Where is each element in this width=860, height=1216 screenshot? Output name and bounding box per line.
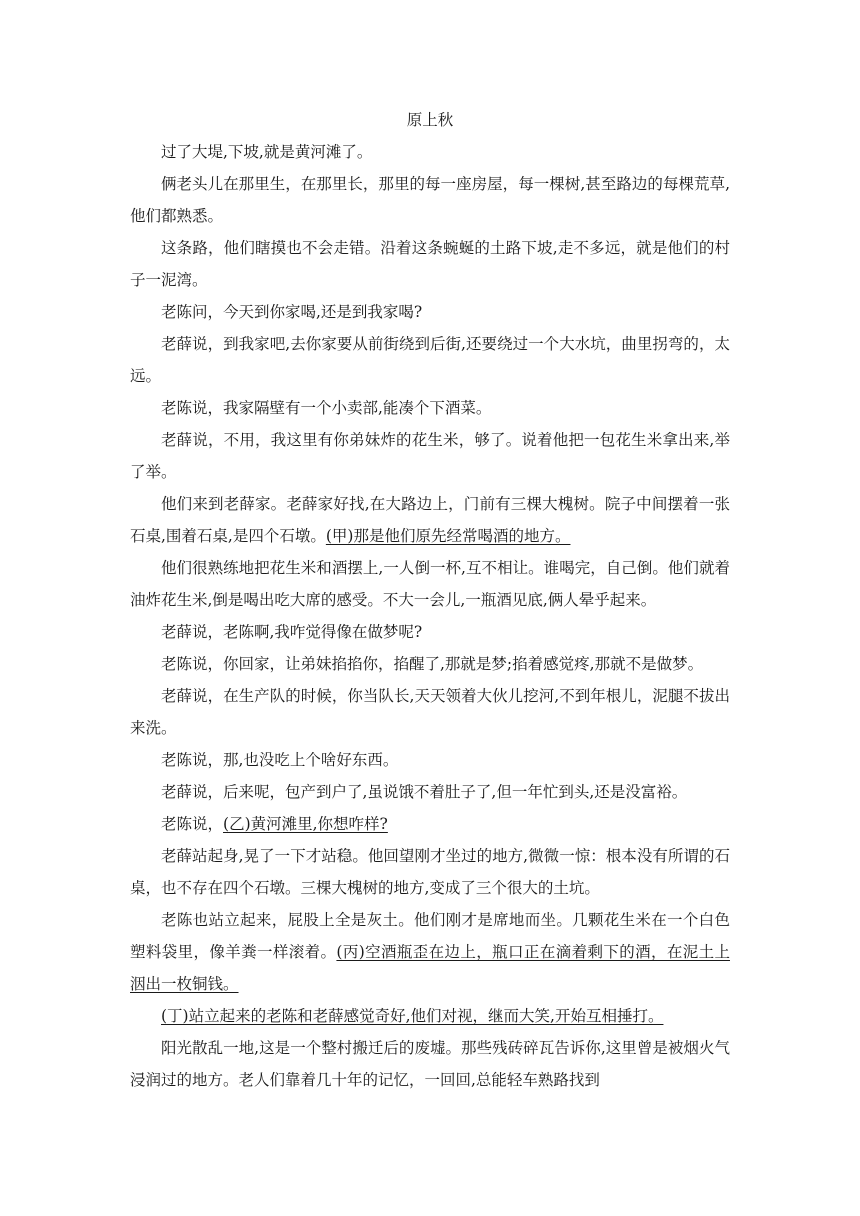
paragraph <box>130 296 730 328</box>
paragraph <box>130 488 730 552</box>
paragraph <box>130 328 730 392</box>
underlined-sentence: (丁)站立起来的老陈和老薛感觉奇好,他们对视，继而大笑,开始互相捶打。 <box>161 1007 664 1025</box>
paragraph-text: 阳光散乱一地,这是一个整村搬迁后的废墟。那些残砖碎瓦告诉你,这里曾是被烟火气浸润过的地方。老人们靠着几十年的记忆，一回回,总能轻车熟路找到 <box>130 1039 730 1089</box>
paragraph-text: 老薛说，不用，我这里有你弟妹炸的花生米，够了。说着他把一包花生米拿出来,举了举。 <box>130 431 730 481</box>
paragraph-text: 老薛说，老陈啊,我咋觉得像在做梦呢? <box>161 623 423 641</box>
paragraph <box>130 904 730 1000</box>
paragraph <box>130 136 730 168</box>
paragraph <box>130 1000 730 1032</box>
paragraph <box>130 232 730 296</box>
paragraph-text: 老陈问，今天到你家喝,还是到我家喝? <box>161 303 423 321</box>
paragraph <box>130 808 730 840</box>
paragraph-text: 老陈说，我家隔壁有一个小卖部,能凑个下酒菜。 <box>161 399 492 417</box>
paragraph-text: 过了大堤,下坡,就是黄河滩了。 <box>161 143 373 161</box>
paragraph-text: 老陈说，你回家，让弟妹掐掐你，掐醒了,那就是梦;掐着感觉疼,那就不是做梦。 <box>161 655 704 673</box>
paragraph <box>130 840 730 904</box>
paragraph-text: 老薛说，在生产队的时候，你当队长,天天领着大伙儿挖河,不到年根儿，泥腿不拔出来洗。 <box>130 687 730 737</box>
paragraph <box>130 776 730 808</box>
paragraph <box>130 1032 730 1096</box>
paragraph-text: 老薛站起身,晃了一下才站稳。他回望刚才坐过的地方,微微一惊：根本没有所谓的石桌，也不存在四个石墩。三棵大槐树的地方,变成了三个很大的土坑。 <box>130 847 730 897</box>
paragraph <box>130 552 730 616</box>
paragraph-text: 老陈也站立起来，屁股上全是灰土。他们刚才是席地而坐。几颗花生米在一个白色塑料袋里，像羊粪一样滚着。 <box>130 911 730 961</box>
paragraph-text: 老薛说，到我家吧,去你家要从前街绕到后街,还要绕过一个大水坑，曲里拐弯的，太远。 <box>130 335 730 385</box>
paragraph-text: 老薛说，后来呢，包产到户了,虽说饿不着肚子了,但一年忙到头,还是没富裕。 <box>161 783 688 801</box>
article-body <box>130 136 730 1096</box>
underlined-sentence: (乙)黄河滩里,你想咋样? <box>223 815 388 833</box>
article-title: 原上秋 <box>406 111 454 129</box>
paragraph <box>130 392 730 424</box>
paragraph <box>130 680 730 744</box>
paragraph-text: 这条路，他们瞎摸也不会走错。沿着这条蜿蜒的土路下坡,走不多远，就是他们的村子一泥湾。 <box>130 239 730 289</box>
paragraph-text: 他们很熟练地把花生米和酒摆上,一人倒一杯,互不相让。谁喝完，自己倒。他们就着油炸花生米,倒是喝出吃大席的感受。不大一会儿,一瓶酒见底,俩人晕乎起来。 <box>130 559 730 609</box>
paragraph <box>130 168 730 232</box>
paragraph <box>130 424 730 488</box>
underlined-sentence: (甲)那是他们原先经常喝酒的地方。 <box>325 527 571 545</box>
underlined-sentence: (丙)空酒瓶歪在边上，瓶口正在滴着剩下的酒，在泥土上洇出一枚铜钱。 <box>130 943 730 993</box>
paragraph-text: 俩老头儿在那里生，在那里长，那里的每一座房屋，每一棵树,甚至路边的每棵荒草,他们都熟悉。 <box>130 175 730 225</box>
paragraph <box>130 648 730 680</box>
paragraph-text: 他们来到老薛家。老薛家好找,在大路边上，门前有三棵大槐树。院子中间摆着一张石桌,围着石桌,是四个石墩。 <box>130 495 730 545</box>
paragraph-text: 老陈说，那,也没吃上个啥好东西。 <box>161 751 399 769</box>
document-page <box>130 104 730 1096</box>
paragraph <box>130 744 730 776</box>
paragraph <box>130 616 730 648</box>
paragraph-text: 老陈说， <box>161 815 224 833</box>
